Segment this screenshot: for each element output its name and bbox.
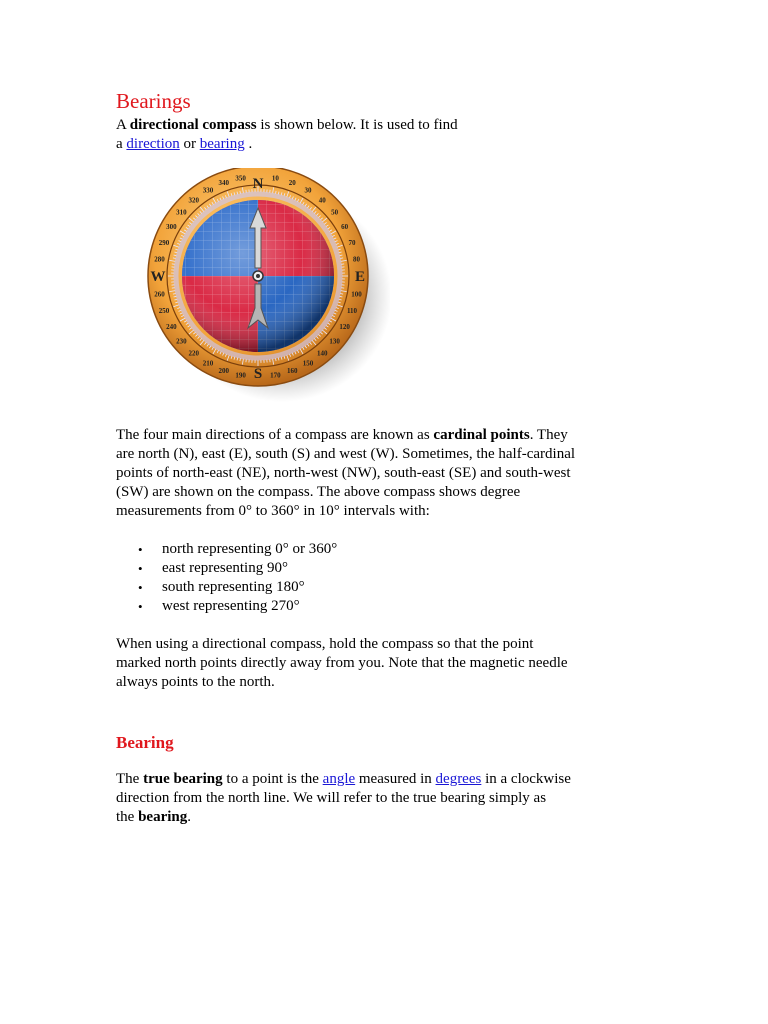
true-bearing-term: true bearing <box>143 771 223 787</box>
para-text: . <box>187 809 191 825</box>
para-text: direction from the north line. We will refer to the true bearing simply as <box>116 790 547 806</box>
degree-label: 220 <box>188 349 199 358</box>
para-text: the <box>116 809 139 825</box>
angle-link[interactable]: angle <box>322 771 356 787</box>
direction-link[interactable]: direction <box>126 136 180 152</box>
degree-label: 40 <box>318 196 326 205</box>
degree-label: 50 <box>331 208 339 217</box>
para-text: in a clockwise <box>481 771 571 787</box>
intro-text: A <box>116 117 130 133</box>
para-text: The <box>116 771 144 787</box>
para-text: are north (N), east (E), south (S) and west (W). Sometimes, the half-cardinal <box>116 446 576 462</box>
degree-label: 230 <box>176 337 187 346</box>
intro-paragraph <box>116 116 676 154</box>
degree-label: 30 <box>304 186 312 195</box>
degree-label: 350 <box>235 174 246 183</box>
para-text: always points to the north. <box>116 674 275 690</box>
section-heading-bearing: Bearing <box>116 733 174 752</box>
degree-label: 290 <box>158 238 170 247</box>
direction-list <box>116 540 676 616</box>
degrees-link[interactable]: degrees <box>435 771 482 787</box>
list-item: • east representing 90° <box>162 559 676 578</box>
compass-north-label: N <box>252 176 264 192</box>
degree-label: 80 <box>353 255 360 264</box>
degree-label: 20 <box>288 179 296 187</box>
degree-label: 70 <box>348 238 356 247</box>
degree-label: 320 <box>188 196 199 205</box>
degree-label: 60 <box>341 223 349 231</box>
page-title: Bearings <box>116 89 191 113</box>
cardinal-points-paragraph <box>116 426 676 521</box>
bearing-link[interactable]: bearing <box>199 136 245 152</box>
intro-text: is shown below. It is used to find <box>256 117 458 133</box>
degree-label: 150 <box>302 359 314 368</box>
degree-label: 170 <box>270 371 281 380</box>
degree-label: 190 <box>235 371 246 380</box>
intro-text: . <box>244 136 253 152</box>
degree-label: 240 <box>166 323 177 331</box>
bearing-term: bearing <box>138 809 188 825</box>
degree-label: 310 <box>176 208 187 217</box>
degree-label: 340 <box>218 179 230 187</box>
usage-paragraph <box>116 635 676 692</box>
compass-east-label: E <box>354 269 366 285</box>
list-item: • west representing 270° <box>162 597 676 616</box>
list-item: • south representing 180° <box>162 578 676 597</box>
para-text: marked north points directly away from you. Note that the magnetic needle <box>116 655 568 671</box>
para-text: The four main directions of a compass are known as <box>116 427 434 443</box>
degree-label: 330 <box>202 186 214 195</box>
para-text: . They <box>529 427 568 443</box>
cardinal-points-term: cardinal points <box>433 427 530 443</box>
para-text: to a point is the <box>222 771 323 787</box>
degree-label: 10 <box>271 174 279 183</box>
para-text: When using a directional compass, hold the compass so that the point <box>116 636 534 652</box>
degree-label: 160 <box>286 367 298 375</box>
compass-west-label: W <box>150 269 166 285</box>
degree-label: 250 <box>158 307 170 316</box>
para-text: measured in <box>355 771 436 787</box>
intro-text: a <box>116 136 127 152</box>
degree-label: 280 <box>154 255 165 264</box>
para-text: (SW) are shown on the compass. The above compass shows degree <box>116 484 521 500</box>
degree-label: 300 <box>166 223 177 231</box>
degree-label: 210 <box>202 359 214 368</box>
compass-south-label: S <box>253 366 263 382</box>
degree-label: 140 <box>317 349 328 358</box>
bearing-paragraph <box>116 770 676 827</box>
degree-label: 260 <box>154 290 165 299</box>
degree-label: 100 <box>351 290 362 299</box>
list-item: • north representing 0° or 360° <box>162 540 676 559</box>
degree-label: 110 <box>346 307 358 316</box>
para-text: measurements from 0° to 360° in 10° intervals with: <box>116 503 430 519</box>
compass-image <box>140 168 390 408</box>
para-text: points of north-east (NE), north-west (NW), south-east (SE) and south-west <box>116 465 571 481</box>
intro-bold-term: directional compass <box>129 117 257 133</box>
degree-label: 130 <box>329 337 340 346</box>
intro-text: or <box>179 136 200 152</box>
degree-label: 200 <box>218 367 230 375</box>
degree-label: 120 <box>339 323 350 331</box>
